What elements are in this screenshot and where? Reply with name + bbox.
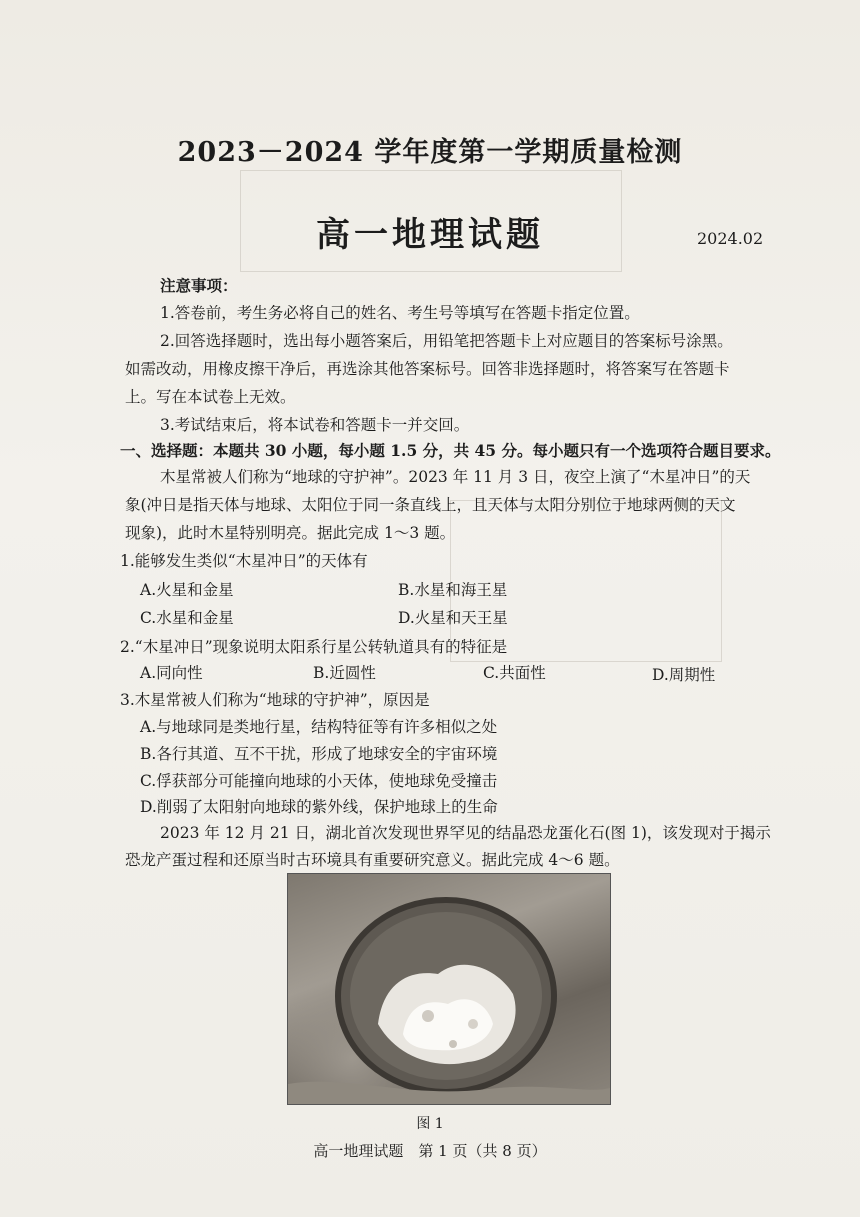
exam-date: 2024.02 [697,229,764,248]
notice-item-2: 2.回答选择题时，选出每小题答案后，用铅笔把答题卡上对应题目的答案标号涂黑。 [160,332,733,350]
question-1-option-d: D.火星和天王星 [398,609,508,627]
exam-subject-title: 高一地理试题 [316,215,544,255]
notice-item-3: 3.考试结束后，将本试卷和答题卡一并交回。 [160,416,470,434]
dinosaur-egg-illustration [288,874,610,1104]
question-3-option-d: D.削弱了太阳射向地球的紫外线，保护地球上的生命 [140,798,498,816]
question-3-option-c: C.俘获部分可能撞向地球的小天体，使地球免受撞击 [140,772,498,790]
notice-item-1: 1.答卷前，考生务必将自己的姓名、考生号等填写在答题卡指定位置。 [160,304,640,322]
question-3-option-b: B.各行其道、互不干扰，形成了地球安全的宇宙环境 [140,745,498,763]
question-3-stem: 3.木星常被人们称为“地球的守护神”，原因是 [120,691,430,709]
question-2-option-c: C.共面性 [483,664,546,682]
question-3-option-a: A.与地球同是类地行星，结构特征等有许多相似之处 [140,718,498,736]
notice-heading: 注意事项： [160,276,238,295]
question-2-option-a: A.同向性 [140,664,203,682]
question-2-stem: 2.“木星冲日”现象说明太阳系行星公转轨道具有的特征是 [120,638,508,656]
question-1-option-a: A.火星和金星 [140,581,234,599]
question-1-option-b: B.水星和海王星 [398,581,508,599]
question-2-option-d: D.周期性 [652,666,716,684]
question-1-option-c: C.水星和金星 [140,609,234,627]
notice-item-2-cont: 如需改动，用橡皮擦干净后，再选涂其他答案标号。回答非选择题时，将答案写在答题卡 [125,360,730,378]
exam-title: 2023－2024 学年度第一学期质量检测 [177,137,683,168]
passage-1: 木星常被人们称为“地球的守护神”。2023 年 11 月 3 日，夜空上演了“木星冲日”的天 [160,468,751,486]
dinosaur-egg-fossil-photo [287,873,611,1105]
page-footer: 高一地理试题 第 1 页（共 8 页） [313,1142,547,1160]
notice-item-2-cont: 上。写在本试卷上无效。 [125,388,296,406]
passage-2: 2023 年 12 月 21 日，湖北首次发现世界罕见的结晶恐龙蛋化石(图 1)，该发现对于揭示 [160,824,771,842]
question-1-stem: 1.能够发生类似“木星冲日”的天体有 [120,552,368,570]
figure-caption: 图 1 [416,1116,444,1132]
passage-2: 恐龙产蛋过程和还原当时古环境具有重要研究意义。据此完成 4～6 题。 [125,851,620,869]
passage-1: 象(冲日是指天体与地球、太阳位于同一条直线上，且天体与太阳分别位于地球两侧的天文 [125,496,736,514]
passage-1: 现象)，此时木星特别明亮。据此完成 1～3 题。 [125,524,456,542]
section-heading: 一、选择题：本题共 30 小题，每小题 1.5 分，共 45 分。每小题只有一个选项符合题目要求。 [120,441,781,460]
question-2-option-b: B.近圆性 [313,664,376,682]
